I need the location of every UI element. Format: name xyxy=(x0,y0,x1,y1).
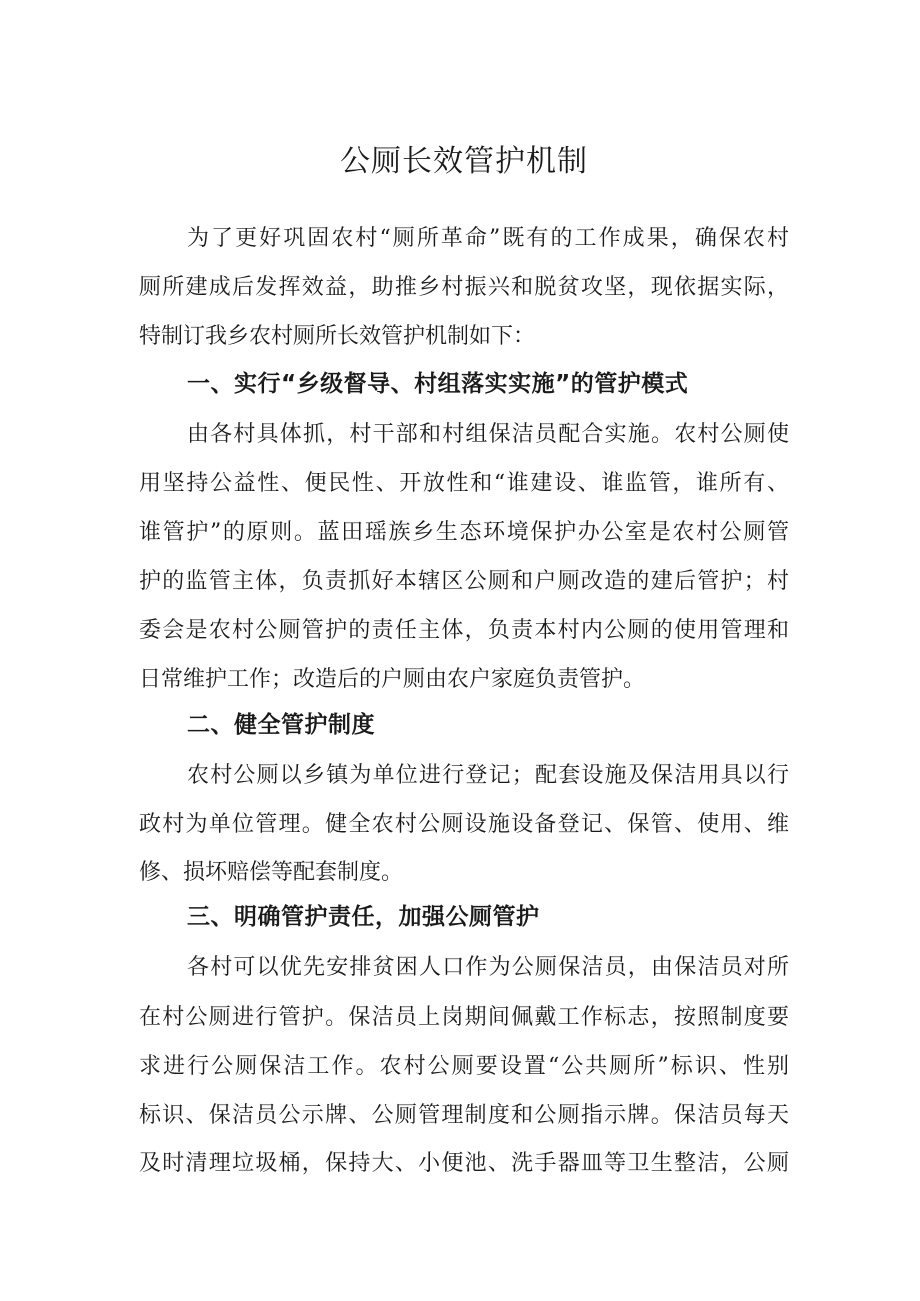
intro-line: 厕所建成后发挥效益，助推乡村振兴和脱贫攻坚，现依据实际， xyxy=(139,275,789,300)
body-line: 护的监管主体，负责抓好本辖区公厕和户厕改造的建后管护；村 xyxy=(139,569,789,594)
body-line: 修、损坏赔偿等配套制度。 xyxy=(139,860,404,885)
body-line: 各村可以优先安排贫困人口作为公厕保洁员，由保洁员对所 xyxy=(187,955,789,980)
document-title: 公厕长效管护机制 xyxy=(340,144,588,179)
body-line: 由各村具体抓，村干部和村组保洁员配合实施。农村公厕使 xyxy=(187,422,789,447)
intro-line: 为了更好巩固农村“厕所革命”既有的工作成果，确保农村 xyxy=(187,226,789,251)
body-line: 在村公厕进行管护。保洁员上岗期间佩戴工作标志，按照制度要 xyxy=(139,1005,789,1030)
section-heading: 一、实行“乡级督导、村组落实实施”的管护模式 xyxy=(187,371,689,397)
body-line: 日常维护工作；改造后的户厕由农户家庭负责管护。 xyxy=(139,667,646,692)
section-heading: 二、健全管护制度 xyxy=(187,712,375,738)
body-line: 求进行公厕保洁工作。农村公厕要设置“公共厕所”标识、性别 xyxy=(139,1054,789,1079)
body-line: 农村公厕以乡镇为单位进行登记；配套设施及保洁用具以行 xyxy=(187,763,789,788)
body-line: 标识、保洁员公示牌、公厕管理制度和公厕指示牌。保洁员每天 xyxy=(139,1103,789,1128)
intro-line: 特制订我乡农村厕所长效管护机制如下： xyxy=(139,324,536,349)
body-line: 谁管护”的原则。蓝田瑶族乡生态环境保护办公室是农村公厕管 xyxy=(139,520,789,545)
section-heading: 三、明确管护责任，加强公厕管护 xyxy=(187,904,540,930)
body-line: 及时清理垃圾桶，保持大、小便池、洗手器皿等卫生整洁，公厕 xyxy=(139,1151,789,1176)
body-line: 政村为单位管理。健全农村公厕设施设备登记、保管、使用、维 xyxy=(139,812,789,837)
body-line: 用坚持公益性、便民性、开放性和“谁建设、谁监管，谁所有、 xyxy=(139,471,789,496)
body-line: 委会是农村公厕管护的责任主体，负责本村内公厕的使用管理和 xyxy=(139,618,789,643)
